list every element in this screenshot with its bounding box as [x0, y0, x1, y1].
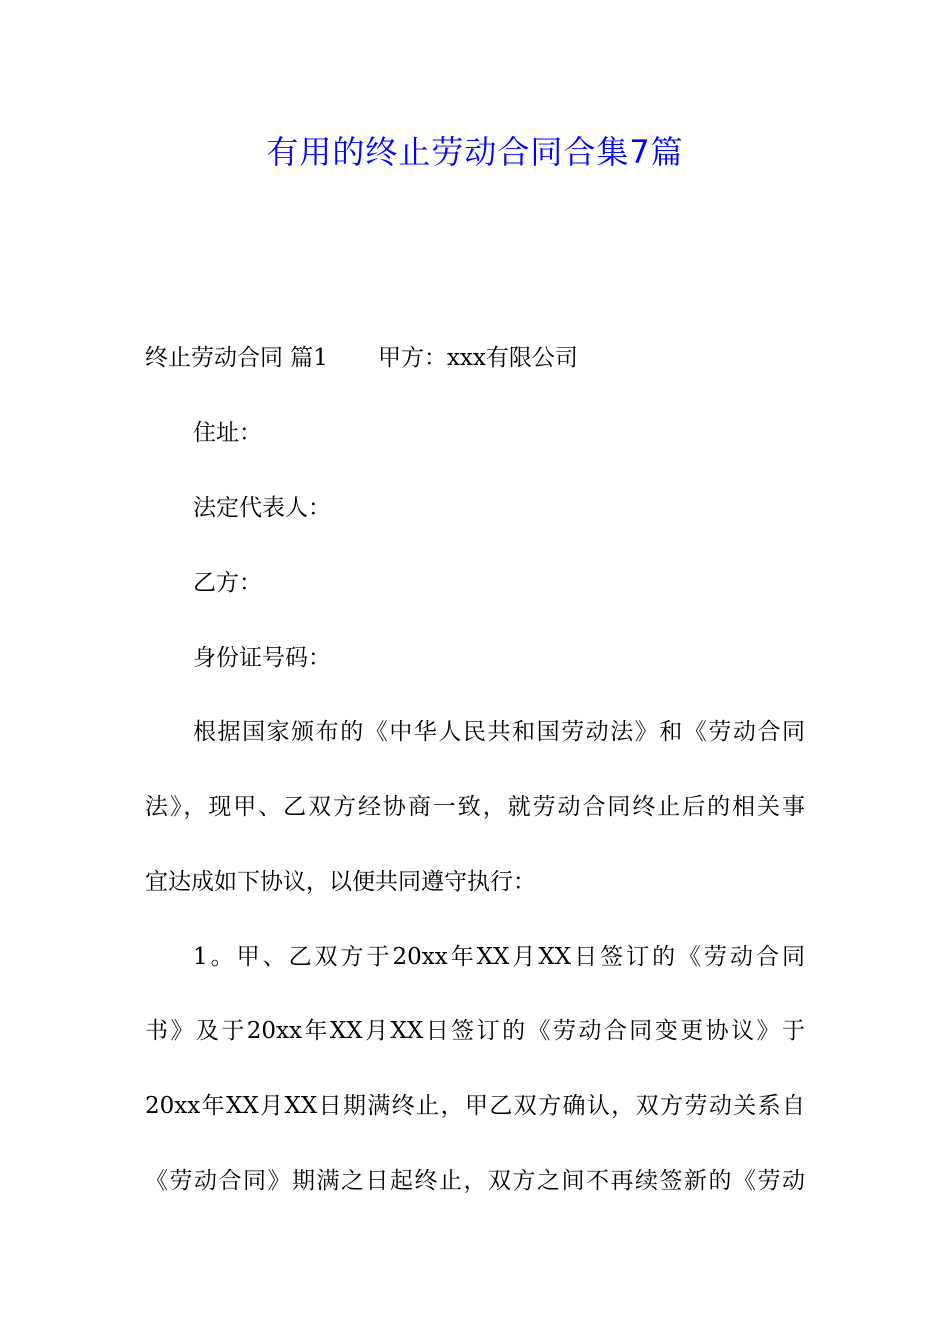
legal-representative-field: 法定代表人： — [193, 495, 331, 521]
paragraph-line: 书》及于20xx年XX月XX日签订的《劳动合同变更协议》于 — [145, 1018, 805, 1044]
id-number-field: 身份证号码： — [193, 645, 331, 671]
paragraph-line: 根据国家颁布的《中华人民共和国劳动法》和《劳动合同 — [193, 719, 805, 745]
paragraph-line: 20xx年XX月XX日期满终止，甲乙双方确认，双方劳动关系自 — [145, 1093, 805, 1119]
paragraph-line: 法》，现甲、乙双方经协商一致，就劳动合同终止后的相关事 — [145, 794, 805, 820]
party-a-label: 甲方：xxx有限公司 — [377, 345, 578, 371]
party-b-field: 乙方： — [193, 570, 262, 596]
paragraph-line: 1。甲、乙双方于20xx年XX月XX日签订的《劳动合同 — [193, 944, 805, 970]
section-heading-line — [145, 340, 805, 376]
address-field: 住址： — [193, 420, 262, 446]
paragraph-line: 宜达成如下协议，以便共同遵守执行： — [145, 869, 536, 895]
document-title: 有用的终止劳动合同合集7篇 — [266, 133, 684, 171]
section-label: 终止劳动合同 篇1 — [145, 345, 328, 371]
paragraph-line: 《劳动合同》期满之日起终止，双方之间不再续签新的《劳动 — [145, 1168, 805, 1194]
